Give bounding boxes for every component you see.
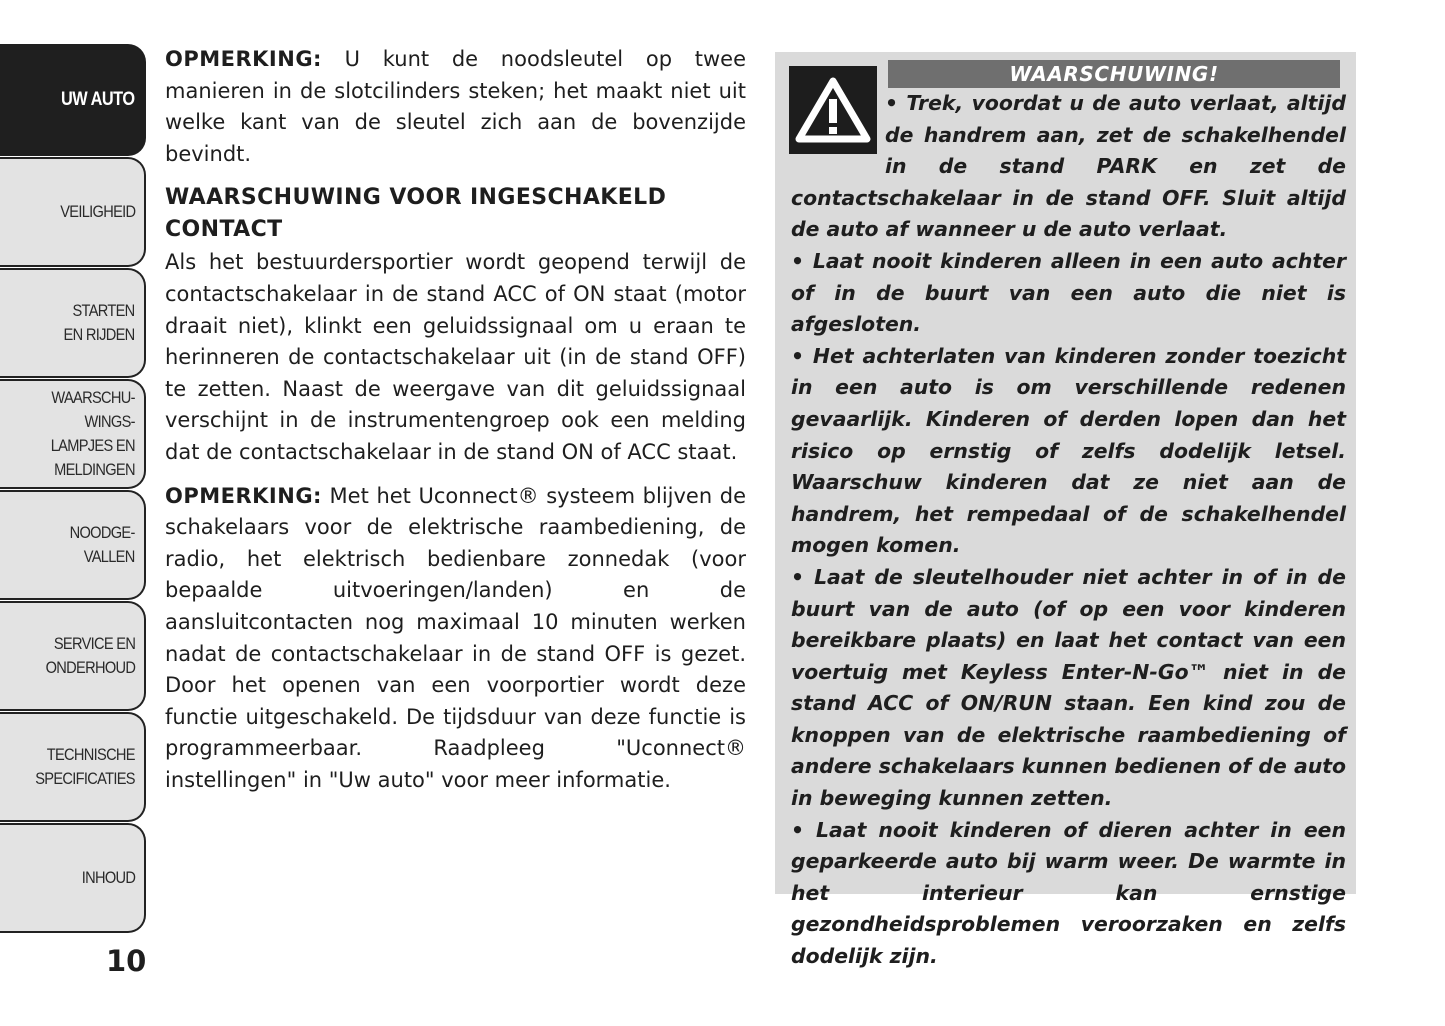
note-text: Met het Uconnect® systeem blijven de schakelaars voor de elektrische raambediening, de radio, het elektrisch bedienbare zonnedak (voor bepaalde uitvoeringen/landen) en de aansluitcontacten nog maximaal 10 minuten werken nadat de contactschakelaar in de stand OFF is gezet. Door het openen van een voorportier wordt deze functie uitgeschakeld. De tijdsduur van deze functie is programmeerbaar. Raadpleeg "Uconnect® instellingen" in "Uw auto" voor meer informatie. xyxy=(165,483,746,792)
tab-veiligheid[interactable] xyxy=(0,157,146,267)
tab-label: NOODGE- VALLEN xyxy=(69,523,135,566)
tab-label: STARTEN EN RIJDEN xyxy=(64,301,135,344)
tab-service-en-onderhoud[interactable] xyxy=(0,601,146,711)
warning-item: • Laat de sleutelhouder niet achter in of in de buurt van de auto (of op een voor kinderen bereikbare plaats) en laat het contact van een voertuig met Keyless Enter-N-Go™ niet in de stand ACC of ON/RUN staan. Een kind zou de knoppen van de elektrische raambediening of andere schakelaars kunnen bedienen of de auto in beweging kunnen zetten. xyxy=(791,564,1346,811)
warning-item: • Laat nooit kinderen alleen in een auto achter of in de buurt van een auto die niet is afgesloten. xyxy=(791,248,1346,337)
tab-label: WAARSCHU- WINGS- LAMPJES EN MELDINGEN xyxy=(50,388,135,479)
tab-technische-specificaties[interactable] xyxy=(0,712,146,822)
note-label: OPMERKING: xyxy=(165,483,322,508)
note-text: U kunt de noodsleutel op twee manieren in de slotcilinders steken; het maakt niet uit welke kant van de sleutel zich aan de bovenzijde bevindt. xyxy=(165,47,746,166)
tab-label: VEILIGHEID xyxy=(59,202,135,221)
note-label: OPMERKING: xyxy=(165,47,322,71)
warning-item: • Trek, voordat u de auto verlaat, altijd de handrem aan, zet de schakelhendel in de stand PARK en zet de contactschakelaar in de stand OFF. Sluit altijd de auto af wanneer u de auto verlaat. xyxy=(791,91,1346,242)
tab-label: UW AUTO xyxy=(61,89,135,110)
tab-uw-auto[interactable] xyxy=(0,44,146,156)
chapter-tabs xyxy=(0,44,146,934)
tab-inhoud[interactable] xyxy=(0,823,146,933)
warning-item: • Laat nooit kinderen of dieren achter in een geparkeerde auto bij warm weer. De warmte in het interieur kan ernstige gezondheidsproblemen veroorzaken en zelfs dodelijk zijn. xyxy=(791,817,1346,969)
tab-label: INHOUD xyxy=(81,868,135,887)
tab-noodgevallen[interactable] xyxy=(0,490,146,600)
note-paragraph xyxy=(165,481,746,797)
section-heading: WAARSCHUWING VOOR INGESCHAKELD CONTACT xyxy=(165,185,667,242)
tab-starten-en-rijden[interactable] xyxy=(0,268,146,378)
warning-box xyxy=(775,52,1356,969)
warning-item: • Het achterlaten van kinderen zonder toezicht in een auto is om verschillende redenen gevaarlijk. Kinderen of derden lopen dan het risico op ernstig of zelfs dodelijk letsel. Waarschuw kinderen dat ze niet aan de handrem, het rempedaal of de schakelhendel mogen komen. xyxy=(791,343,1346,558)
note-paragraph xyxy=(165,44,746,170)
tab-label: TECHNISCHE SPECIFICATIES xyxy=(35,745,135,788)
tab-waarschuwingslampjes[interactable] xyxy=(0,379,146,489)
body-paragraph: Als het bestuurdersportier wordt geopend terwijl de contactschakelaar in de stand ACC of ON staat (motor draait niet), klinkt een geluidssignaal om u eraan te herinneren de contactschakelaar uit (in de stand OFF) te zetten. Naast de weergave van dit geluidssignaal verschijnt in de instrumentengroep ook een melding dat de contactschakelaar in de stand ON of ACC staat. xyxy=(165,250,746,464)
warning-triangle-icon xyxy=(789,66,877,154)
main-column xyxy=(165,44,746,796)
warning-title: WAARSCHUWING! xyxy=(888,60,1340,88)
page-number: 10 xyxy=(106,944,147,978)
tab-label: SERVICE EN ONDERHOUD xyxy=(45,634,135,677)
